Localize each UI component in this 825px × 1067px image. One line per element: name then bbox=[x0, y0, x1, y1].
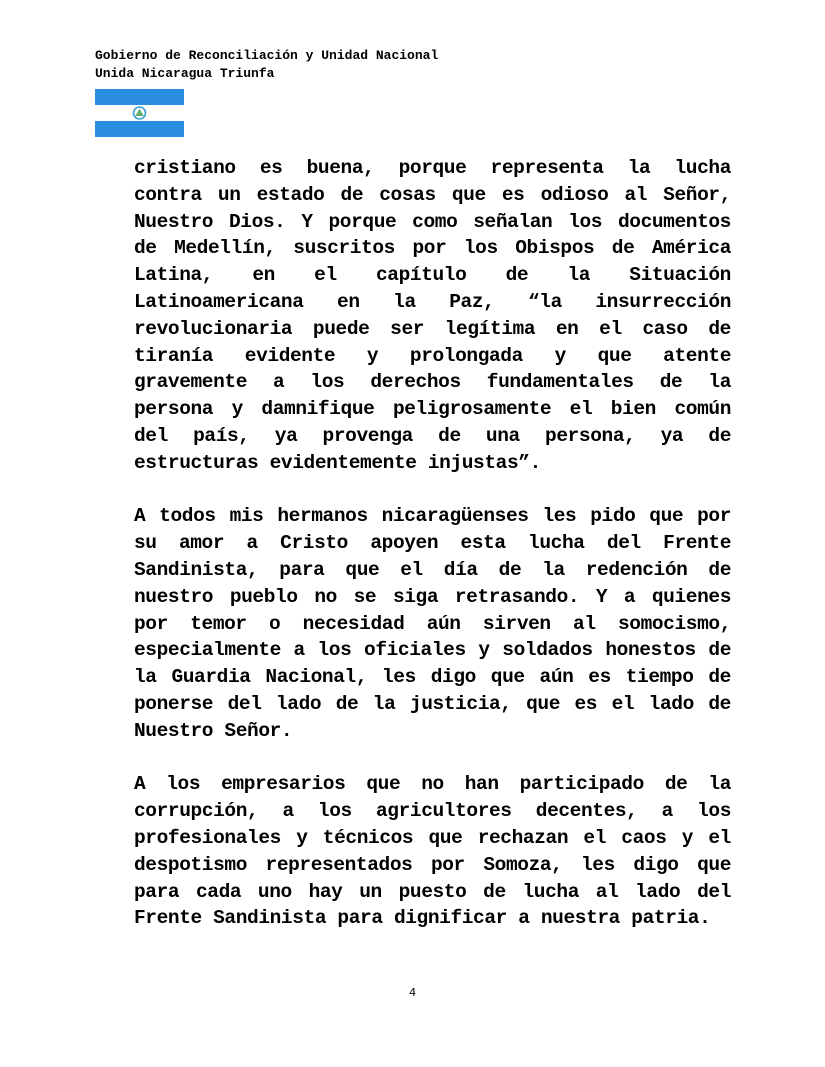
page-number: 4 bbox=[408, 986, 417, 1000]
paragraph-continuation: cristiano es buena, porque representa la lucha contra un estado de cosas que es odioso al Señor, Nuestro Dios. Y porque como señalan los documentos de Medellín, suscritos por los Obispos de América Latina, en el capítulo de la Situación Latinoamericana en la Paz, “la insurrección revolucionaria puede ser legítima en el caso de tiranía evidente y prolongada y que atente gravemente a los derechos fundamentales de la persona y damnifique peligrosamente el bien común del país, ya provenga de una persona, ya de estructuras evidentemente injustas”. bbox=[134, 157, 731, 474]
letter-body bbox=[134, 155, 731, 932]
paragraph-appeal-professionals: A los empresarios que no han participado de la corrupción, a los agricultores decentes, a los profesionales y técnicos que rechazan el caos y el despotismo representados por Somoza, les digo que para cada uno hay un puesto de lucha al lado del Frente Sandinista para dignificar a nuestra patria. bbox=[134, 773, 731, 930]
nicaragua-flag-icon bbox=[95, 89, 184, 137]
letterhead-slogan: Unida Nicaragua Triunfa bbox=[95, 66, 275, 81]
paragraph-appeal-nicaraguans: A todos mis hermanos nicaragüenses les pido que por su amor a Cristo apoyen esta lucha del Frente Sandinista, para que el día de la redención de nuestro pueblo no se siga retrasando. Y a quienes por temor o necesidad aún sirven al somocismo, especialmente a los oficiales y soldados honestos de la Guardia Nacional, les digo que aún es tiempo de ponerse del lado de la justicia, que es el lado de Nuestro Señor. bbox=[134, 505, 731, 742]
letterhead bbox=[95, 47, 438, 83]
letterhead-government-name: Gobierno de Reconciliación y Unidad Nacional bbox=[95, 48, 439, 63]
